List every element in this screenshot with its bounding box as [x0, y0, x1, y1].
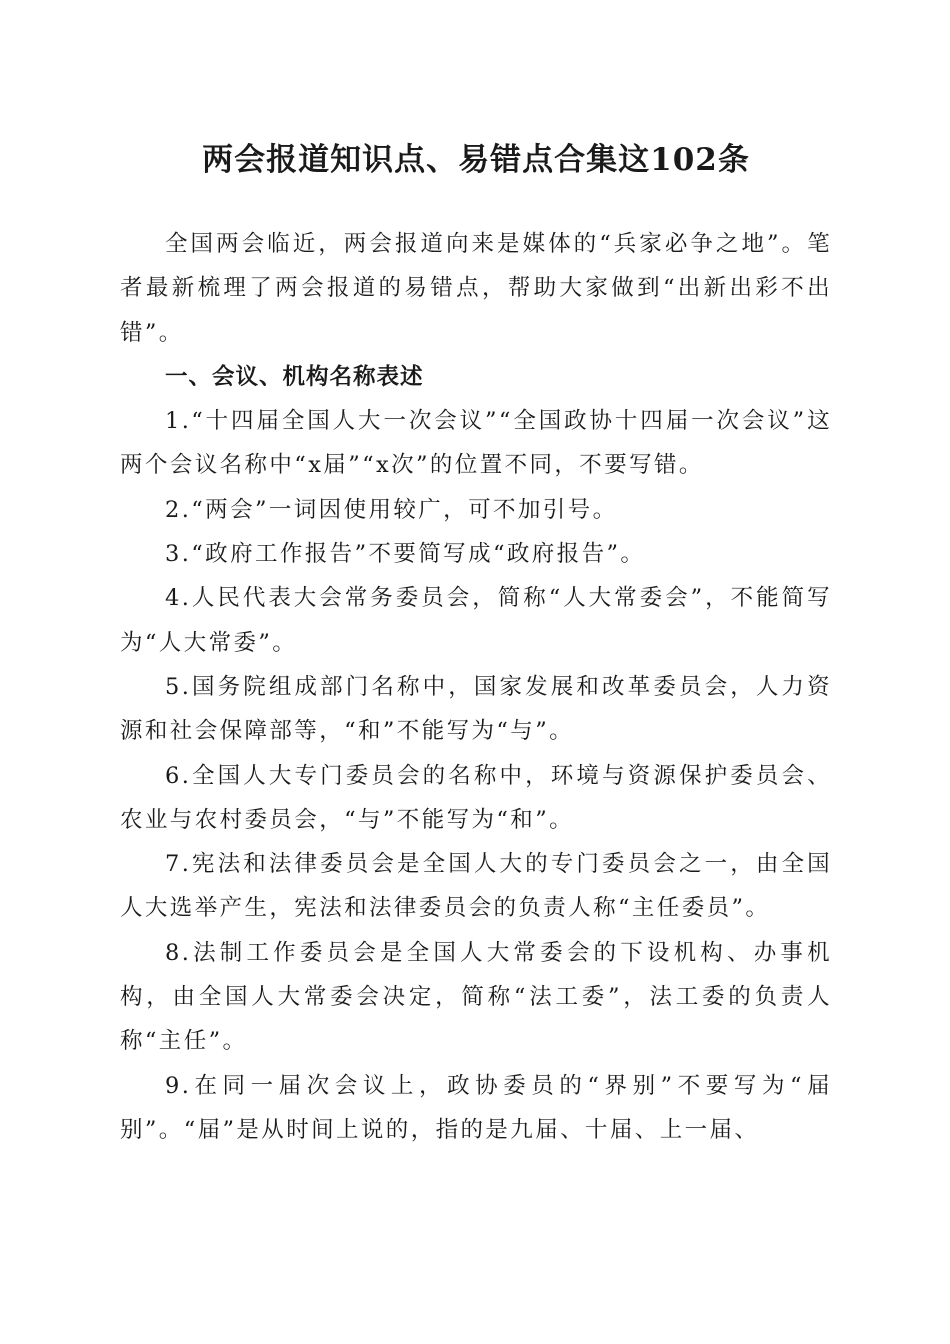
list-item-5: 5.国务院组成部门名称中，国家发展和改革委员会，人力资源和社会保障部等，“和”不能写为“与”。: [120, 673, 832, 745]
section-heading: 一、会议、机构名称表述: [165, 363, 424, 390]
intro-paragraph: 全国两会临近，两会报道向来是媒体的“兵家必争之地”。笔者最新梳理了两会报道的易错点，帮助大家做到“出新出彩不出错”。: [120, 231, 832, 346]
list-item-6: 6.全国人大专门委员会的名称中，环境与资源保护委员会、农业与农村委员会，“与”不能写为“和”。: [120, 762, 832, 833]
list-item-2: 2.“两会”一词因使用较广，可不加引号。: [165, 496, 618, 523]
list-item-4: 4.人民代表大会常务委员会，简称“人大常委会”，不能简写为“人大常委”。: [120, 585, 832, 656]
list-item-1: 1.“十四届全国人大一次会议”“全国政协十四届一次会议”这两个会议名称中“x届”“x次”的位置不同，不要写错。: [120, 408, 832, 479]
document-title: 两会报道知识点、易错点合集这102条: [202, 142, 750, 178]
list-item-8: 8.法制工作委员会是全国人大常委会的下设机构、办事机构，由全国人大常委会决定，简称“法工委”，法工委的负责人称“主任”。: [120, 939, 832, 1055]
document-page: [120, 130, 832, 1152]
list-item-9: 9.在同一届次会议上，政协委员的“界别”不要写为“届别”。“届”是从时间上说的，指的是九届、十届、上一届、: [120, 1072, 832, 1143]
list-item-7: 7.宪法和法律委员会是全国人大的专门委员会之一，由全国人大选举产生，宪法和法律委员会的负责人称“主任委员”。: [120, 851, 832, 922]
list-item-3: 3.“政府工作报告”不要简写成“政府报告”。: [165, 541, 646, 568]
